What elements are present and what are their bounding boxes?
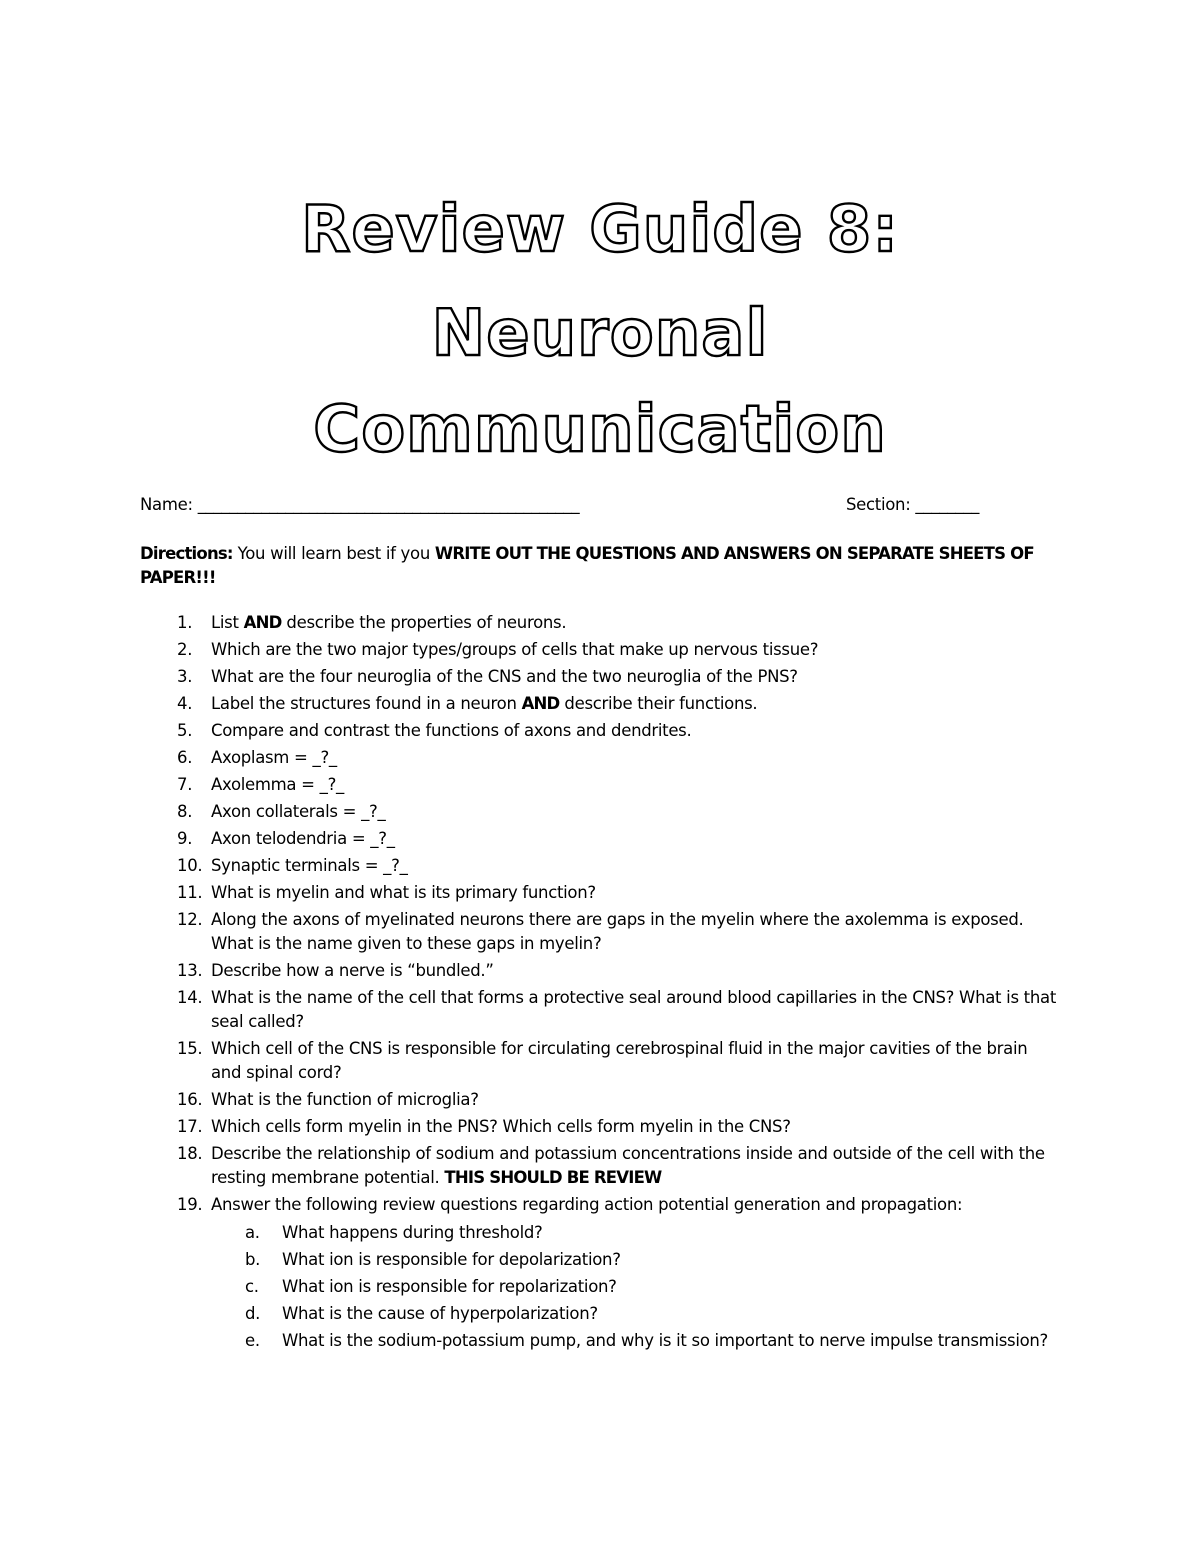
question-segment: Which cell of the CNS is responsible for circulating cerebrospinal fluid in the major cavities of the brain and spinal cord? [211, 1039, 1028, 1082]
question-item [140, 773, 1060, 797]
question-segment: Which cells form myelin in the PNS? Which cells form myelin in the CNS? [211, 1117, 791, 1136]
question-number: 10. [177, 856, 203, 875]
title-line-3: Communication [313, 393, 887, 467]
question-number: 4. [177, 694, 193, 713]
question-segment: Describe how a nerve is “bundled.” [211, 961, 494, 980]
question-number: 5. [177, 721, 193, 740]
question-text [211, 988, 1056, 1031]
question-number: 3. [177, 667, 193, 686]
name-field [140, 495, 700, 514]
section-label: Section: [846, 495, 916, 514]
question-text [211, 1195, 962, 1214]
section-blank: ________ [915, 495, 980, 514]
question-number: 17. [177, 1117, 203, 1136]
sub-question-text: What happens during threshold? [282, 1223, 543, 1242]
question-segment: Axon collaterals = _?_ [211, 802, 386, 821]
question-number: 11. [177, 883, 203, 902]
question-item [140, 719, 1060, 743]
sub-question-item [211, 1248, 1060, 1272]
name-blank: ________________________________________________ [197, 495, 580, 514]
question-number: 2. [177, 640, 193, 659]
question-text [211, 883, 596, 902]
question-text [211, 721, 691, 740]
question-segment: Compare and contrast the functions of axons and dendrites. [211, 721, 692, 740]
question-list [140, 611, 1060, 1356]
question-text [211, 1117, 791, 1136]
question-segment: Label the structures found in a neuron [211, 694, 522, 713]
question-number: 14. [177, 988, 203, 1007]
question-number: 6. [177, 748, 193, 767]
question-item [140, 1115, 1060, 1139]
directions-label: Directions: [140, 544, 233, 563]
sub-question-item [211, 1302, 1060, 1326]
question-item [140, 611, 1060, 635]
question-emphasis: THIS SHOULD BE REVIEW [444, 1168, 662, 1187]
question-text [211, 856, 408, 875]
question-segment: Axolemma = _?_ [211, 775, 345, 794]
sub-question-item [211, 1275, 1060, 1299]
question-item [140, 1142, 1060, 1190]
sub-question-item [211, 1221, 1060, 1245]
question-item [140, 1193, 1060, 1353]
directions-text: You will learn best if you [232, 544, 435, 563]
question-number: 1. [177, 613, 193, 632]
question-segment: Synaptic terminals = _?_ [211, 856, 408, 875]
section-field [846, 495, 979, 514]
question-text [211, 640, 818, 659]
question-item [140, 800, 1060, 824]
question-text [211, 1144, 1045, 1187]
question-item [140, 959, 1060, 983]
title-line-2: Neuronal [431, 297, 769, 371]
question-text [211, 667, 798, 686]
sub-question-text: What is the sodium-potassium pump, and why is it so important to nerve impulse transmission? [282, 1331, 1049, 1350]
sub-question-letter: c. [245, 1277, 259, 1296]
question-item [140, 827, 1060, 851]
question-item [140, 908, 1060, 956]
question-segment: describe the properties of neurons. [281, 613, 567, 632]
question-segment: Answer the following review questions regarding action potential generation and propagation: [211, 1195, 963, 1214]
question-segment: What are the four neuroglia of the CNS and the two neuroglia of the PNS? [211, 667, 798, 686]
question-number: 18. [177, 1144, 203, 1163]
question-segment: Which are the two major types/groups of cells that make up nervous tissue? [211, 640, 819, 659]
question-item [140, 665, 1060, 689]
question-segment: Axoplasm = _?_ [211, 748, 337, 767]
sub-question-letter: a. [245, 1223, 260, 1242]
question-number: 9. [177, 829, 193, 848]
question-text [211, 1039, 1027, 1082]
question-number: 13. [177, 961, 203, 980]
question-number: 19. [177, 1195, 203, 1214]
sub-question-letter: b. [245, 1250, 261, 1269]
question-number: 12. [177, 910, 203, 929]
question-text [211, 1090, 479, 1109]
sub-question-letter: d. [245, 1304, 261, 1323]
question-emphasis: AND [521, 694, 560, 713]
question-segment: List [211, 613, 244, 632]
sub-question-text: What is the cause of hyperpolarization? [282, 1304, 598, 1323]
question-segment: What is the function of microglia? [211, 1090, 479, 1109]
question-text [211, 910, 1023, 953]
question-item [140, 746, 1060, 770]
name-label: Name: [140, 495, 198, 514]
question-item [140, 986, 1060, 1034]
question-segment: Describe the relationship of sodium and potassium concentrations inside and outside of the cell with the resting membrane potential. [211, 1144, 1045, 1187]
directions [140, 542, 1065, 590]
question-emphasis: AND [243, 613, 282, 632]
sub-question-letter: e. [245, 1331, 260, 1350]
question-item [140, 692, 1060, 716]
sub-question-list [211, 1221, 1060, 1353]
question-number: 8. [177, 802, 193, 821]
question-text [211, 961, 494, 980]
question-item [140, 881, 1060, 905]
question-text [211, 748, 337, 767]
directions-emphasis: WRITE OUT THE QUESTIONS AND ANSWERS ON SEPARATE SHEETS OF PAPER!!! [140, 544, 1034, 587]
question-segment: What is the name of the cell that forms a protective seal around blood capillaries in the CNS? What is that seal called? [211, 988, 1056, 1031]
question-item [140, 854, 1060, 878]
question-segment: describe their functions. [559, 694, 758, 713]
question-segment: What is myelin and what is its primary function? [211, 883, 596, 902]
title-line-1: Review Guide 8: [301, 193, 899, 267]
question-item [140, 638, 1060, 662]
sub-question-text: What ion is responsible for repolarization? [282, 1277, 617, 1296]
question-text [211, 775, 344, 794]
question-number: 16. [177, 1090, 203, 1109]
question-item [140, 1037, 1060, 1085]
question-text [211, 694, 757, 713]
question-text [211, 613, 566, 632]
question-number: 15. [177, 1039, 203, 1058]
question-segment: Axon telodendria = _?_ [211, 829, 395, 848]
question-number: 7. [177, 775, 193, 794]
question-text [211, 802, 385, 821]
question-text [211, 829, 395, 848]
sub-question-text: What ion is responsible for depolarization? [282, 1250, 621, 1269]
sub-question-item [211, 1329, 1060, 1353]
question-segment: Along the axons of myelinated neurons there are gaps in the myelin where the axolemma is exposed. What is the name given to these gaps in myelin? [211, 910, 1024, 953]
question-item [140, 1088, 1060, 1112]
